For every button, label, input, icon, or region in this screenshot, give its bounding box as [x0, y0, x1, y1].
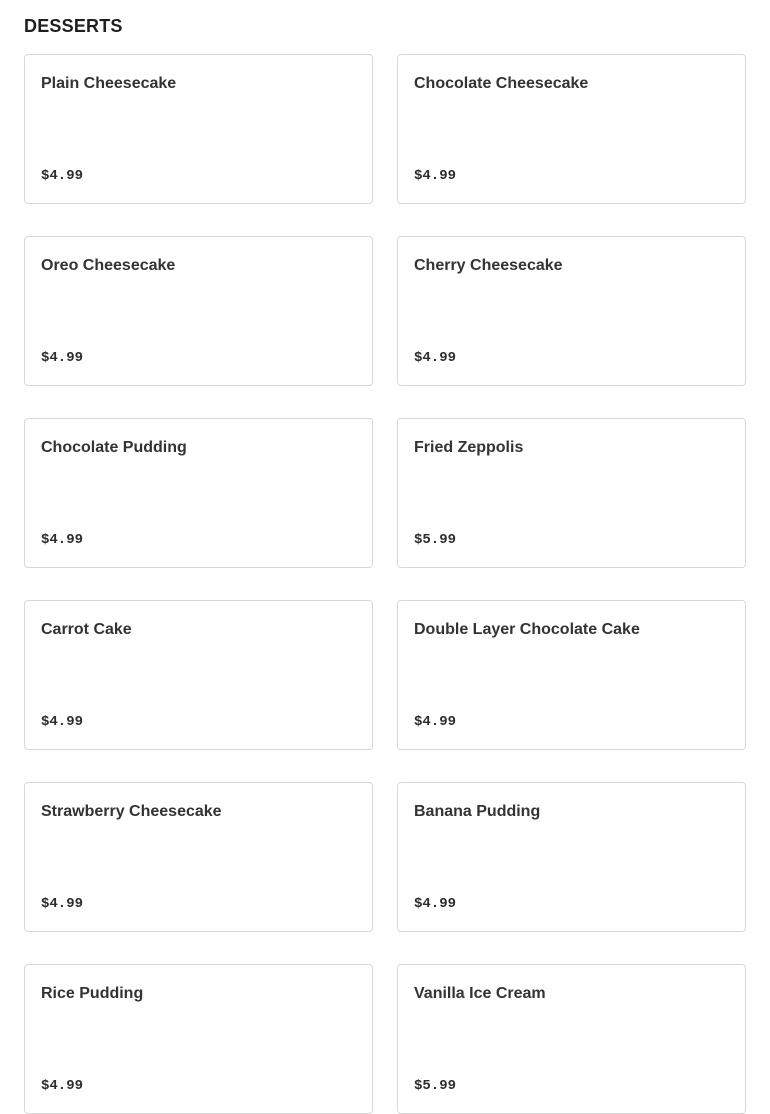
menu-item-price: $4.99 [41, 1078, 84, 1094]
menu-item-name: Strawberry Cheesecake [41, 803, 222, 820]
menu-item-price: $4.99 [414, 714, 457, 730]
menu-item-card[interactable] [24, 964, 373, 1114]
menu-item-name: Rice Pudding [41, 985, 144, 1002]
menu-item-card[interactable] [397, 782, 746, 932]
menu-item-grid [24, 54, 746, 1114]
menu-item-price: $4.99 [414, 896, 457, 912]
menu-item-price: $4.99 [414, 168, 457, 184]
menu-item-name: Double Layer Chocolate Cake [414, 621, 640, 638]
menu-item-price: $4.99 [414, 350, 457, 366]
menu-item-price: $5.99 [414, 532, 457, 548]
menu-item-card[interactable] [397, 236, 746, 386]
menu-item-name: Carrot Cake [41, 621, 132, 638]
menu-item-card[interactable] [397, 600, 746, 750]
menu-item-name: Chocolate Cheesecake [414, 75, 589, 92]
menu-item-card[interactable] [24, 418, 373, 568]
menu-item-card[interactable] [397, 418, 746, 568]
menu-item-price: $4.99 [41, 532, 84, 548]
menu-item-name: Banana Pudding [414, 803, 541, 820]
menu-item-card[interactable] [24, 236, 373, 386]
menu-item-name: Oreo Cheesecake [41, 257, 176, 274]
menu-item-price: $4.99 [41, 714, 84, 730]
menu-item-name: Cherry Cheesecake [414, 257, 563, 274]
menu-item-price: $5.99 [414, 1078, 457, 1094]
menu-item-name: Chocolate Pudding [41, 439, 187, 456]
menu-item-price: $4.99 [41, 350, 84, 366]
section-title: DESSERTS [24, 16, 123, 36]
menu-item-name: Fried Zeppolis [414, 439, 524, 456]
menu-item-price: $4.99 [41, 896, 84, 912]
menu-item-card[interactable] [24, 54, 373, 204]
menu-item-name: Plain Cheesecake [41, 75, 177, 92]
menu-item-price: $4.99 [41, 168, 84, 184]
menu-item-card[interactable] [24, 600, 373, 750]
menu-item-card[interactable] [24, 782, 373, 932]
menu-item-name: Vanilla Ice Cream [414, 985, 546, 1002]
menu-item-card[interactable] [397, 54, 746, 204]
menu-item-card[interactable] [397, 964, 746, 1114]
